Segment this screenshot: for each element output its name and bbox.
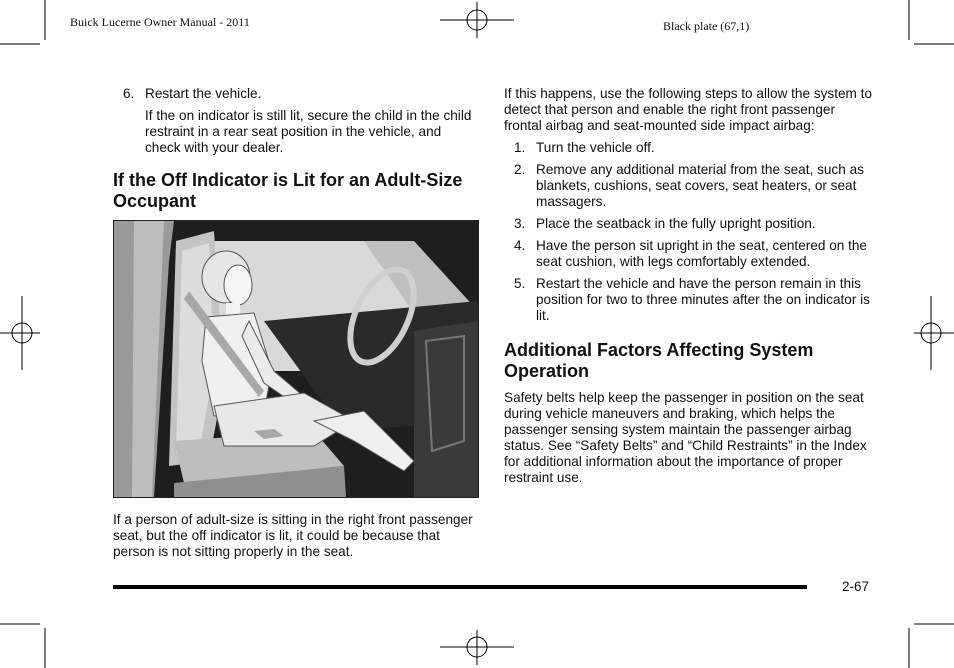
step-text: Have the person sit upright in the seat, centered on the seat cushion, with legs comfortably extended. [536, 238, 867, 269]
step-text: Turn the vehicle off. [536, 140, 655, 155]
step-text: Remove any additional material from the seat, such as blankets, cushions, seat covers, seat heaters, or seat massagers. [536, 162, 864, 209]
footer-rule [113, 585, 807, 589]
step-number: 2. [514, 162, 526, 177]
registration-target-left [0, 296, 40, 370]
step-number: 1. [514, 140, 526, 155]
running-header-title: Buick Lucerne Owner Manual - 2011 [70, 15, 250, 29]
step-text: Restart the vehicle and have the person remain in this position for two to three minutes after the on indicator is lit. [536, 276, 870, 323]
section-heading-off-indicator: If the Off Indicator is Lit for an Adult-Size Occupant [113, 170, 463, 211]
left-column [113, 86, 479, 560]
step-number: 3. [514, 216, 526, 231]
step-text: Place the seatback in the fully upright position. [536, 216, 816, 231]
registration-target-right [914, 296, 954, 370]
right-column [504, 86, 874, 486]
steps-intro: If this happens, use the following steps to allow the system to detect that person and enable the right front passenger frontal airbag and seat-mounted side impact airbag: [504, 86, 872, 133]
passenger-seat-illustration [114, 221, 478, 497]
step-number: 5. [514, 276, 526, 291]
figure-explanation: If a person of adult-size is sitting in the right front passenger seat, but the off indicator is lit, it could be because that person is not sitting properly in the seat. [113, 512, 473, 559]
registration-target-top [440, 2, 514, 38]
illustration-adult-passenger [113, 220, 479, 498]
page-number: 2-67 [842, 579, 870, 594]
step-3 [504, 216, 874, 232]
step-4 [504, 238, 874, 270]
additional-factors-body: Safety belts help keep the passenger in position on the seat during vehicle maneuvers and braking, which helps the passenger sensing system maintain the passenger airbag status. See “Safety Belts” and “Child Restraints” in the Index for additional information about the importance of proper restraint use. [504, 390, 867, 485]
running-header-plate: Black plate (67,1) [663, 19, 750, 33]
step-2 [504, 162, 874, 210]
step-number: 4. [514, 238, 526, 253]
registration-target-bottom [440, 630, 514, 665]
step-text: Restart the vehicle. [145, 86, 262, 101]
step-number: 6. [123, 86, 135, 101]
step-1 [504, 140, 874, 156]
step-5 [504, 276, 874, 324]
step-6 [113, 86, 479, 102]
step-6-detail: If the on indicator is still lit, secure the child in the child restraint in a rear seat position in the vehicle, and check with your dealer. [145, 108, 472, 155]
section-heading-additional-factors: Additional Factors Affecting System Operation [504, 340, 814, 381]
